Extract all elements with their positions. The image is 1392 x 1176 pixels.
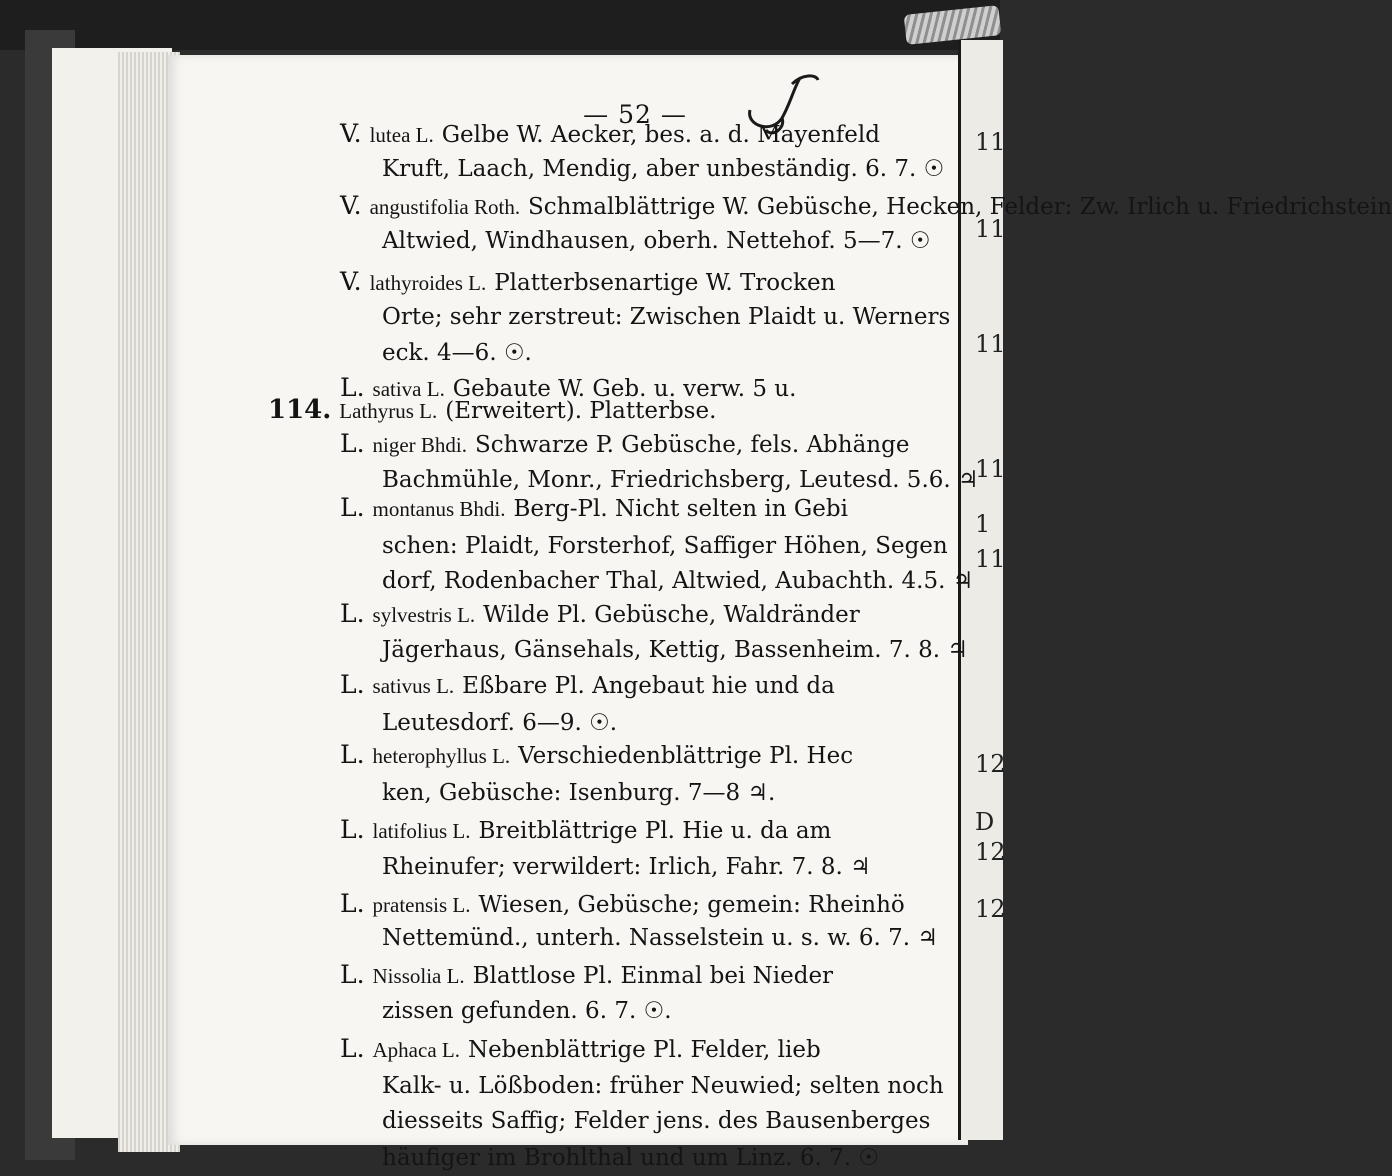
- entry-prefix: L.: [340, 1034, 365, 1063]
- margin-number: 12: [975, 838, 1006, 866]
- entry-line: [382, 631, 968, 668]
- entry-line: [382, 1067, 944, 1104]
- entry-line: [268, 392, 716, 429]
- entry-line: [382, 919, 938, 956]
- german-text: Leutesdorf. 6—9. ☉.: [382, 710, 618, 736]
- entry-line: [382, 848, 871, 885]
- margin-number: 11: [975, 128, 1006, 156]
- latin-name: sylvestris L.: [372, 603, 476, 627]
- german-text: Schwarze P. Gebüsche, fels. Abhänge: [474, 432, 910, 458]
- german-text: Rheinufer; verwildert: Irlich, Fahr. 7. 8. ♃: [382, 854, 871, 880]
- german-text: (Erweitert). Platterbse.: [445, 398, 717, 424]
- entry-line: [382, 527, 948, 564]
- entry-line: [382, 298, 950, 335]
- entry-line: [340, 667, 835, 704]
- german-text: Wilde Pl. Gebüsche, Waldränder: [483, 602, 860, 628]
- entry-line: [340, 490, 848, 527]
- german-text: Platterbsenartige W. Trocken: [494, 270, 836, 296]
- entry-line: [340, 426, 909, 463]
- margin-number: 11: [975, 455, 1006, 483]
- entry-line: [340, 188, 1392, 225]
- latin-name: sativa L.: [372, 377, 445, 401]
- entry-prefix: L.: [340, 429, 365, 458]
- german-text: Orte; sehr zerstreut: Zwischen Plaidt u. Werners: [382, 304, 951, 330]
- entry-line: [382, 1139, 879, 1176]
- entry-line: [382, 992, 672, 1029]
- entry-line: [340, 812, 831, 849]
- german-text: eck. 4—6. ☉.: [382, 340, 532, 366]
- entry-prefix: L.: [340, 670, 365, 699]
- german-text: Jägerhaus, Gänsehals, Kettig, Bassenheim. 7. 8. ♃: [382, 637, 968, 663]
- entry-line: [340, 737, 853, 774]
- german-text: ken, Gebüsche: Isenburg. 7—8 ♃.: [382, 780, 776, 806]
- entry-line: [382, 562, 973, 599]
- german-text: Nettemünd., unterh. Nasselstein u. s. w. 6. 7. ♃: [382, 925, 938, 951]
- entry-prefix: V.: [340, 191, 362, 220]
- german-text: Verschiedenblättrige Pl. Hec: [518, 743, 854, 769]
- entry-line: [340, 957, 833, 994]
- german-text: Kruft, Laach, Mendig, aber unbeständig. 6. 7. ☉: [382, 156, 945, 182]
- entry-line: [382, 222, 930, 259]
- latin-name: niger Bhdi.: [372, 433, 468, 457]
- latin-name: latifolius L.: [372, 819, 471, 843]
- latin-name: lutea L.: [369, 123, 434, 147]
- latin-name: pratensis L.: [372, 893, 471, 917]
- latin-name: angustifolia Roth.: [369, 195, 521, 219]
- german-text: Altwied, Windhausen, oberh. Nettehof. 5—7. ☉: [382, 228, 931, 254]
- german-text: Blattlose Pl. Einmal bei Nieder: [472, 963, 834, 989]
- margin-number: 11: [975, 545, 1006, 573]
- german-text: Nebenblättrige Pl. Felder, lieb: [467, 1037, 821, 1063]
- latin-name: Lathyrus L.: [339, 399, 438, 423]
- margin-number: 1: [975, 510, 991, 538]
- margin-number: D: [975, 808, 995, 836]
- german-text: Wiesen, Gebüsche; gemein: Rheinhö: [478, 892, 905, 918]
- margin-number: 12: [975, 750, 1006, 778]
- entry-line: [340, 596, 860, 633]
- german-text: Schmalblättrige W. Gebüsche, Hecken, Felder: Zw. Irlich u. Friedrichstein: [528, 194, 1392, 220]
- german-text: Kalk- u. Lößboden: früher Neuwied; selten noch: [382, 1073, 944, 1099]
- entry-prefix: L.: [340, 889, 365, 918]
- german-text: Gebaute W. Geb. u. verw. 5 u.: [452, 376, 797, 402]
- latin-name: heterophyllus L.: [372, 744, 511, 768]
- entry-line: [340, 264, 835, 301]
- latin-name: Aphaca L.: [372, 1038, 460, 1062]
- entry-prefix: V.: [340, 267, 362, 296]
- margin-number: 11: [975, 330, 1006, 358]
- entry-line: [382, 1102, 930, 1139]
- entry-prefix: L.: [340, 960, 365, 989]
- latin-name: sativus L.: [372, 674, 455, 698]
- german-text: häufiger im Brohlthal und um Linz. 6. 7. ☉: [382, 1145, 880, 1171]
- german-text: dorf, Rodenbacher Thal, Altwied, Aubachth. 4.5. ♃: [382, 568, 974, 594]
- margin-number: 11: [975, 215, 1006, 243]
- entry-line: [340, 886, 905, 923]
- entry-prefix: L.: [340, 815, 365, 844]
- entry-line: [382, 150, 944, 187]
- latin-name: montanus Bhdi.: [372, 497, 506, 521]
- german-text: Breitblättrige Pl. Hie u. da am: [478, 818, 832, 844]
- entry-line: [382, 774, 775, 811]
- german-text: Berg-Pl. Nicht selten in Gebi: [513, 496, 848, 522]
- entry-prefix: L.: [340, 493, 365, 522]
- entry-line: [340, 116, 880, 153]
- latin-name: Nissolia L.: [372, 964, 465, 988]
- entry-prefix: L.: [340, 599, 365, 628]
- german-text: Eßbare Pl. Angebaut hie und da: [462, 673, 835, 699]
- entry-prefix: L.: [340, 373, 365, 402]
- margin-number: 12: [975, 895, 1006, 923]
- german-text: zissen gefunden. 6. 7. ☉.: [382, 998, 672, 1024]
- entry-prefix: L.: [340, 740, 365, 769]
- entry-line: [340, 1031, 821, 1068]
- german-text: diesseits Saffig; Felder jens. des Bausenberges: [382, 1108, 931, 1134]
- german-text: Bachmühle, Monr., Friedrichsberg, Leutesd. 5.6. ♃: [382, 467, 979, 493]
- entry-prefix: 114.: [268, 395, 332, 425]
- entry-line: [382, 334, 532, 371]
- german-text: schen: Plaidt, Forsterhof, Saffiger Höhen, Segen: [382, 533, 948, 559]
- latin-name: lathyroides L.: [369, 271, 487, 295]
- german-text: Gelbe W. Aecker, bes. a. d. Mayenfeld: [441, 122, 880, 148]
- entry-line: [382, 704, 617, 741]
- page-number: — 52 —: [583, 100, 687, 129]
- entry-prefix: V.: [340, 119, 362, 148]
